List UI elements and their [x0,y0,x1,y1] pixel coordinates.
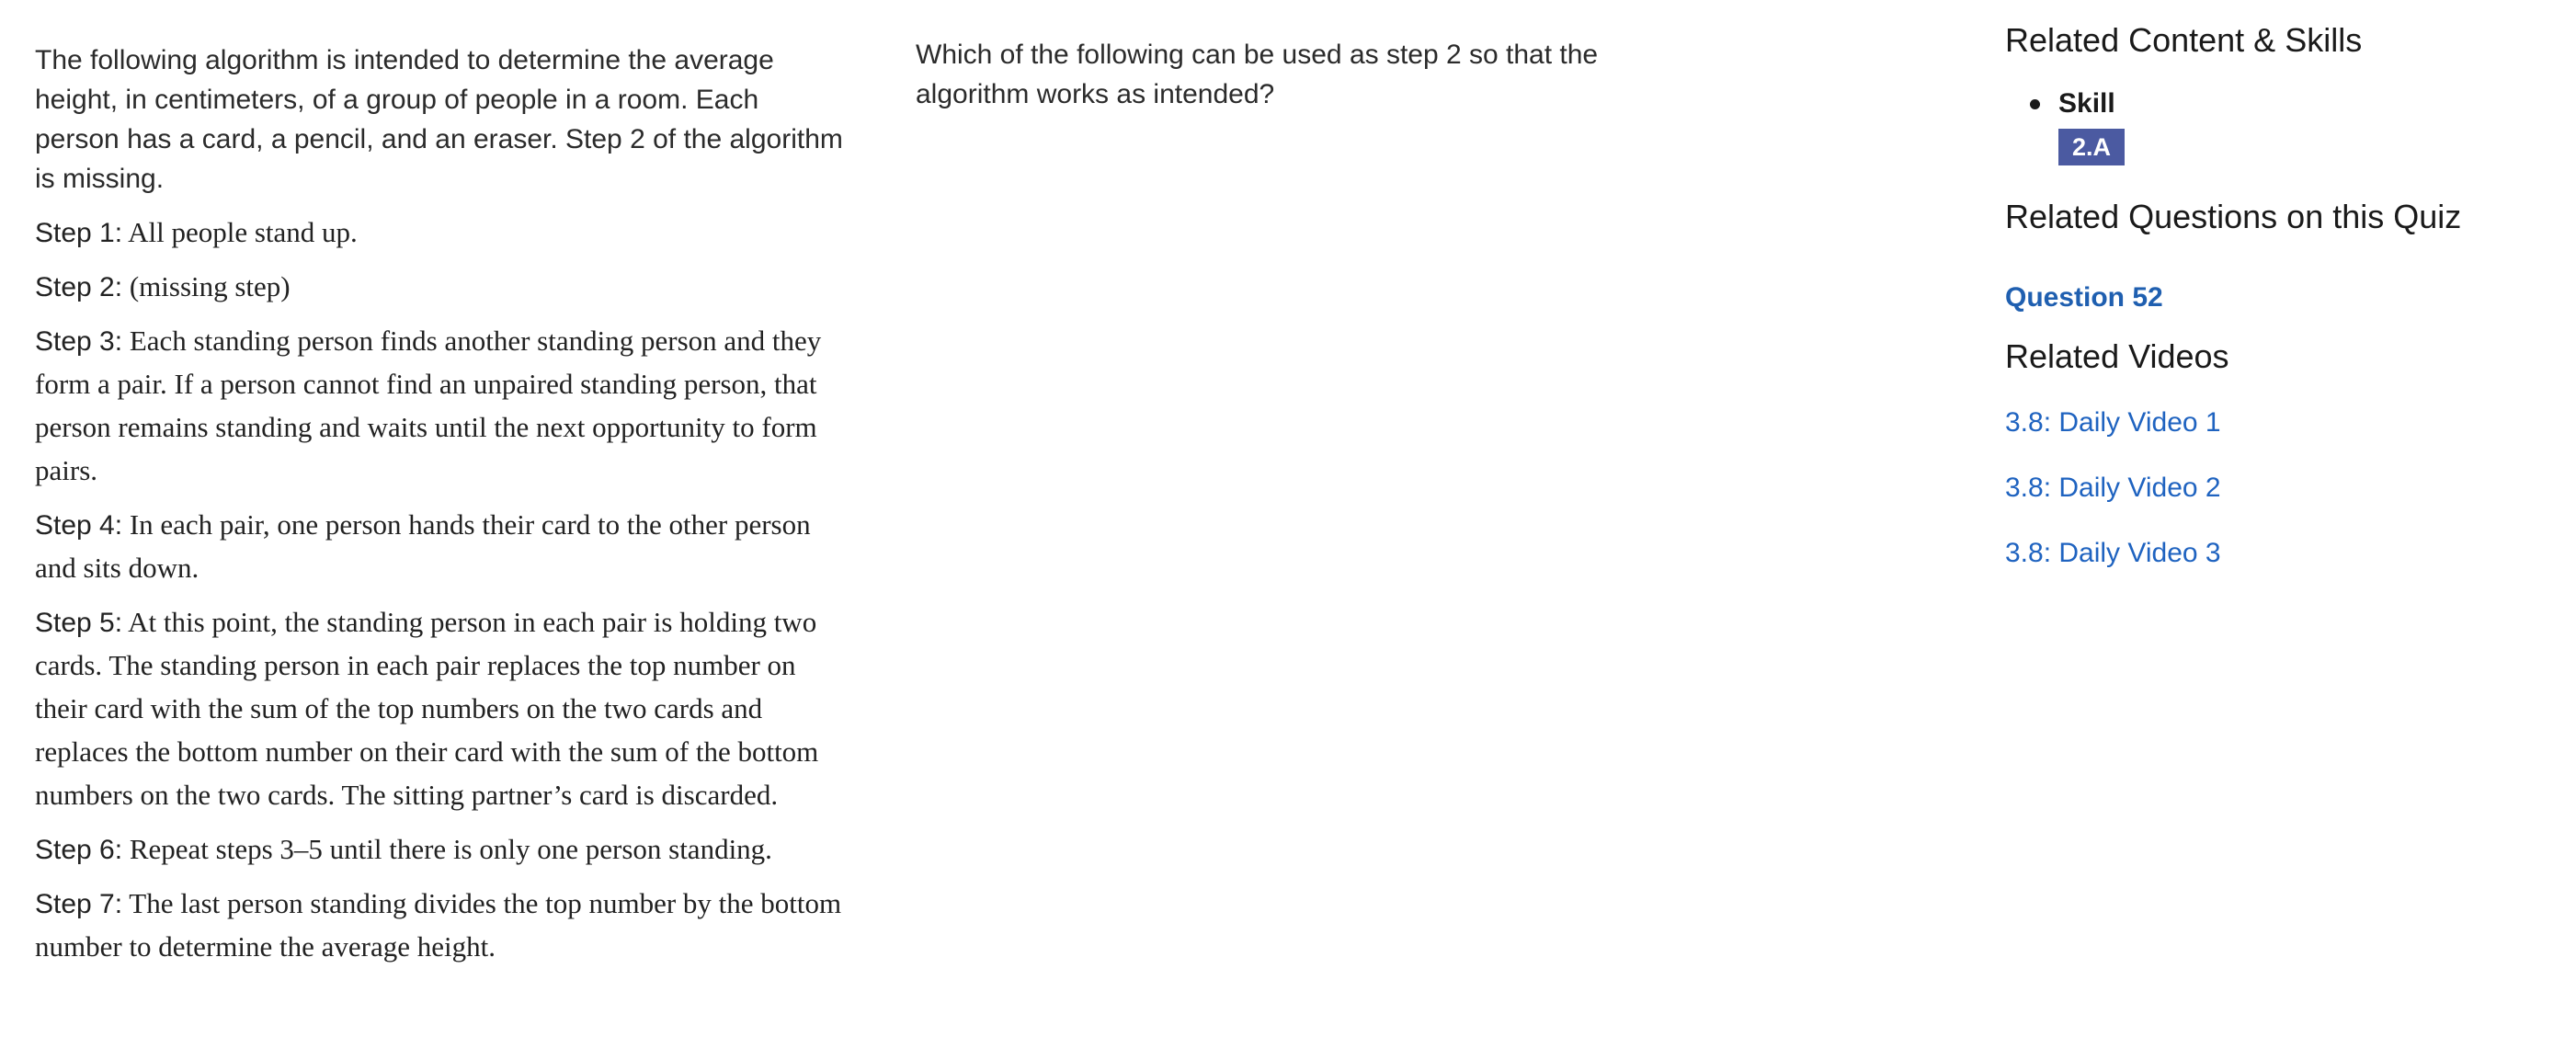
step-separator: : [114,510,123,541]
step-separator: : [114,272,123,302]
step-label: Step 4 [35,510,115,541]
step-text: Repeat steps 3–5 until there is only one person standing. [122,833,772,865]
related-content-heading: Related Content & Skills [2005,21,2363,59]
algorithm-description [35,40,844,980]
video-list-item [2005,535,2538,572]
step-7 [35,883,844,969]
skills-list [2005,85,2538,165]
step-2 [35,266,844,309]
skill-badge[interactable]: 2.A [2058,129,2125,165]
related-questions-heading: Related Questions on this Quiz [2005,198,2462,235]
step-label: Step 6 [35,835,115,865]
video-link-1[interactable]: 3.8: Daily Video 1 [2005,407,2221,438]
related-videos-heading: Related Videos [2005,337,2229,375]
step-separator: : [114,218,123,248]
step-text: (missing step) [122,270,291,302]
video-list [2005,405,2538,572]
step-separator: : [114,608,123,638]
video-list-item [2005,405,2538,441]
skill-label: Skill [2058,88,2115,119]
step-separator: : [114,326,123,357]
step-text: Each standing person finds another standing person and they form a pair. If a person cannot find an unpaired standing person, that person remains standing and waits until the next opportunity to form pairs. [35,325,822,486]
intro-paragraph: The following algorithm is intended to determine the average height, in centimeters, of a group of people in a room. Each person has a card, a pencil, and an eraser. Step 2 of the algorithm is missing. [35,45,843,194]
skill-list-item [2058,85,2538,165]
step-separator: : [114,835,123,865]
step-label: Step 5 [35,608,115,638]
question-panel [916,35,1670,114]
question-text: Which of the following can be used as step 2 so that the algorithm works as intended? [916,40,1599,109]
video-link-2[interactable]: 3.8: Daily Video 2 [2005,473,2221,503]
video-list-item [2005,470,2538,507]
step-text: In each pair, one person hands their card to the other person and sits down. [35,508,811,584]
step-6 [35,828,844,872]
step-text: At this point, the standing person in each pair is holding two cards. The standing person in each pair replaces the top number on their card with the sum of the top numbers on the two cards and replaces the bottom number on their card with the sum of the bottom numbers on the two cards. The sitting partner’s card is discarded. [35,606,819,811]
step-4 [35,504,844,590]
step-label: Step 7 [35,889,115,919]
step-text: The last person standing divides the top number by the bottom number to determine the average height. [35,887,842,963]
step-3 [35,320,844,493]
step-separator: : [114,889,123,919]
video-link-3[interactable]: 3.8: Daily Video 3 [2005,538,2221,568]
step-text: All people stand up. [122,216,358,248]
step-label: Step 2 [35,272,115,302]
bullet-icon [2030,99,2040,109]
step-label: Step 1 [35,218,115,248]
related-question-link[interactable]: Question 52 [2005,282,2163,313]
step-label: Step 3 [35,326,115,357]
step-5 [35,601,844,817]
related-sidebar [2005,17,2538,600]
step-1 [35,211,844,255]
